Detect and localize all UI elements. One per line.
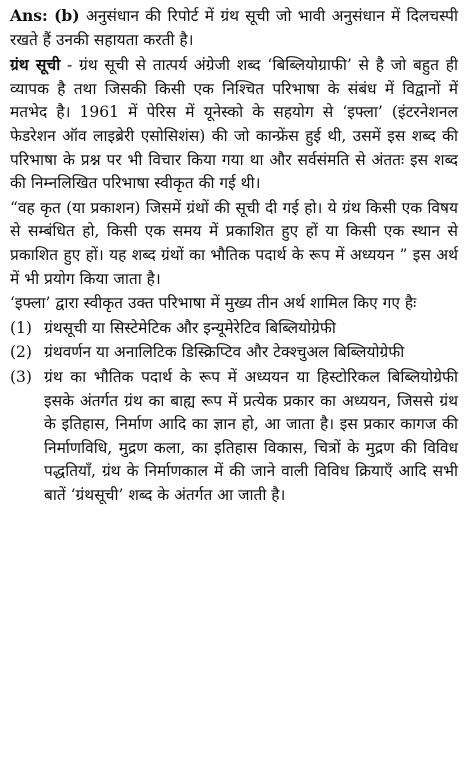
definition-text: - ग्रंथ सूची से तात्पर्य अंग्रेजी शब्द ‘बिब्लियोग्राफी’ से है जो बहुत ही व्यापक है तथा जिसकी किसी एक निश्चित परिभाषा के संबंध में विद्वानों में मतभेद है। 1961 में पेरिस में यूनेस्को के सहयोग से ‘इफ्ला’ (इंटरनेशनल फेडरेशन ऑव लाइब्रेरी एसोसिशंस) की जो कान्फ्रेंस हुई थी, उसमें इस शब्द की परिभाषा के प्रश्न पर भी विचार किया गया था और सर्वसंमति से अंततः इस शब्द की निम्नलिखित परिभाषा स्वीकृत की गई थी। <box>10 56 458 193</box>
answer-paragraph <box>10 4 458 52</box>
answer-text: अनुसंधान की रिपोर्ट में ग्रंथ सूची जो भावी अनुसंधान में दिलचस्पी रखते हैं उनकी सहायता करती है। <box>10 7 458 49</box>
quote-paragraph: “वह कृत (या प्रकाशन) जिसमें ग्रंथों की सूची दी गई हो। ये ग्रंथ किसी एक विषय से सम्बंधित हो, किसी एक समय में प्रकाशित हुए हों या किसी एक स्थान से प्रकाशित हुए हों। यह शब्द ग्रंथों का भौतिक पदार्थ के रूप में अध्ययन ” इस अर्थ में भी प्रयोग किया जाता है। <box>10 198 458 288</box>
list-item-text: ग्रंथवर्णन या अनालिटिक डिस्क्रिप्टिव और टेक्श्चुअल बिब्लियोग्रेफी <box>44 343 405 362</box>
answer-option: (b) <box>54 6 80 25</box>
meaning-list <box>10 317 458 508</box>
list-item-number: (2) <box>10 343 32 362</box>
definition-paragraph <box>10 53 458 196</box>
list-item <box>10 317 458 341</box>
list-item-text: ग्रंथ का भौतिक पदार्थ के रूप में अध्ययन या हिस्टोरिकल बिब्लियोग्रेफी इसके अंतर्गत ग्रंथ का बाह्य रूप में प्रत्येक प्रकार का अध्ययन, जिससे ग्रंथ के इतिहास, निर्माण आदि का ज्ञान हो, आ जाता है। इस प्रकार कागज की निर्माणविधि, मुद्रण कला, का इतिहास विकास, चित्रों के मुद्रण की विविध पद्धतियाँ, ग्रंथ के निर्माणकाल में की जाने वाली विविध क्रियाएँ आदि सभी बातें ‘ग्रंथसूची’ शब्द के अंतर्गत आ जाती है। <box>44 367 458 504</box>
definition-term: ग्रंथ सूची <box>10 55 61 75</box>
list-item <box>10 341 458 365</box>
list-item-text: ग्रंथसूची या सिस्टेमेटिक और इन्यूमेरेटिव बिब्लियोग्रेफी <box>44 318 336 337</box>
list-item-number: (1) <box>10 318 32 337</box>
list-item <box>10 366 458 508</box>
list-item-number: (3) <box>10 367 32 386</box>
answer-label: Ans: <box>10 6 48 25</box>
intro-paragraph: ‘इफ्ला’ द्वारा स्वीकृत उक्त परिभाषा में मुख्य तीन अर्थ शामिल किए गए हैः <box>10 294 417 313</box>
